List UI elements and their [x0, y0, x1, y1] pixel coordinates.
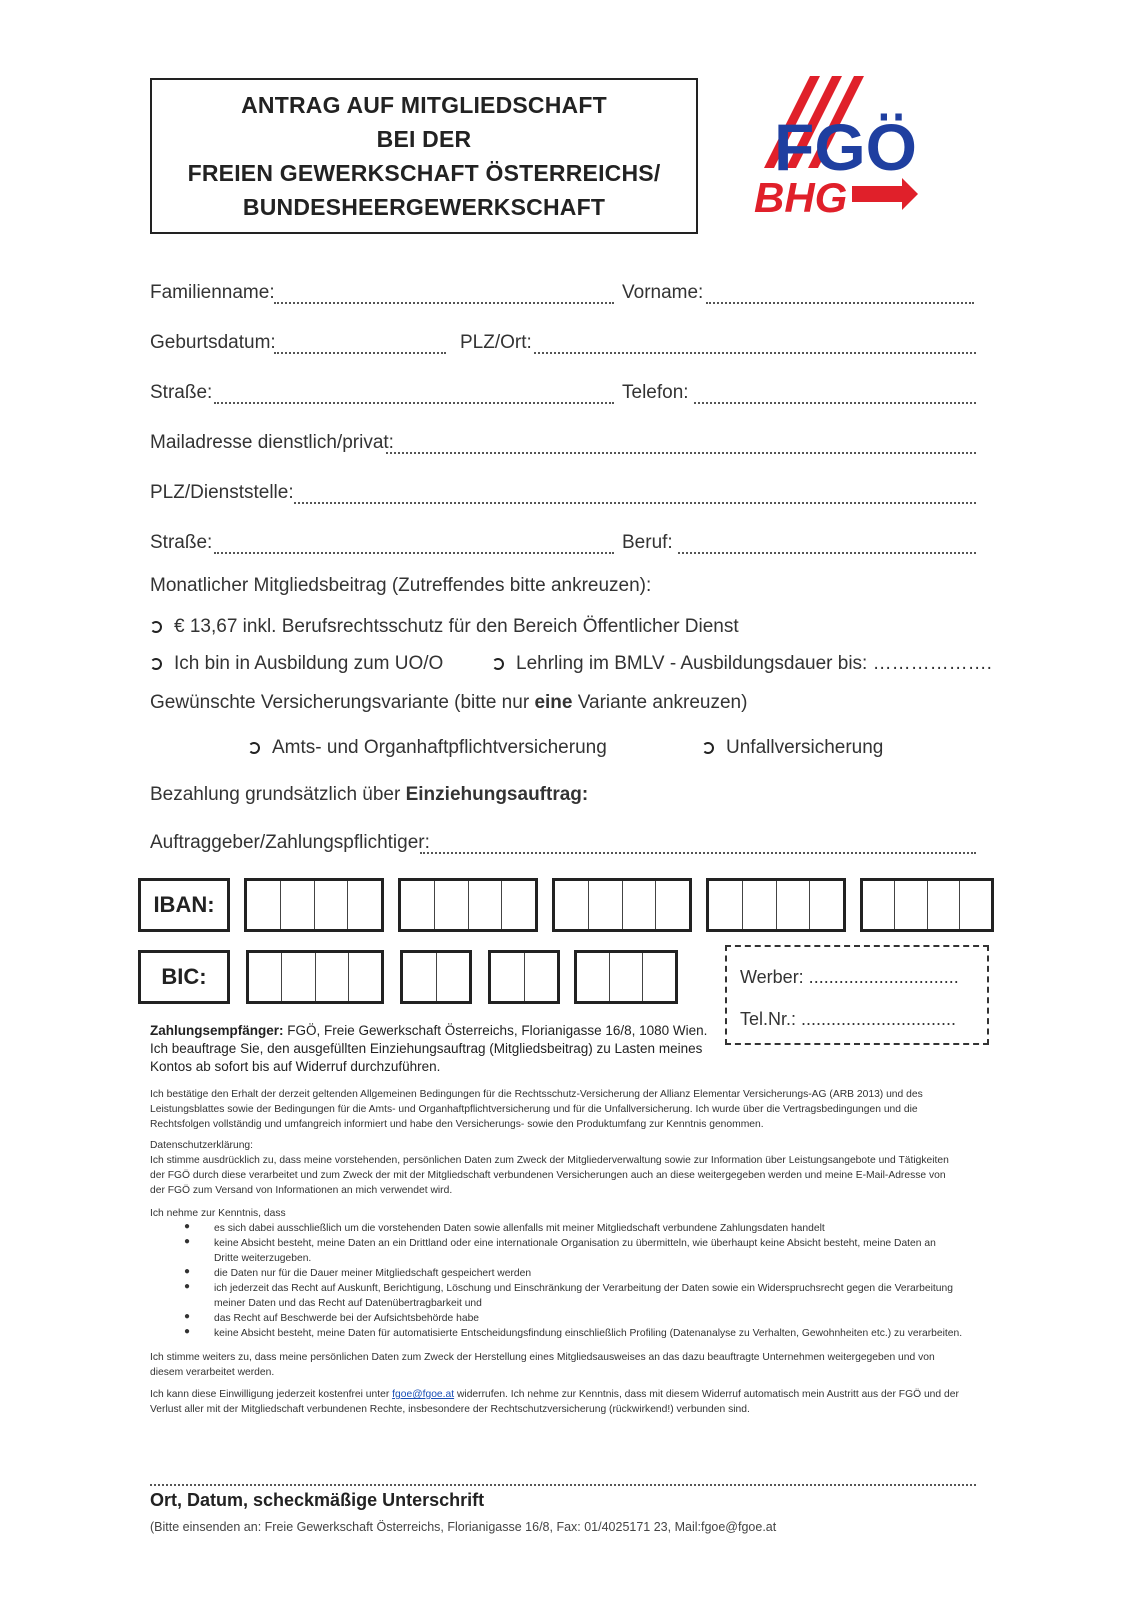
radio-circle-icon[interactable]: [150, 621, 162, 633]
radio-circle-icon[interactable]: [150, 658, 162, 670]
form-title-line-1: ANTRAG AUF MITGLIEDSCHAFT: [241, 92, 607, 118]
option-beitrag-oeffentlicher-dienst[interactable]: € 13,67 inkl. Berufsrechtsschutz für den Bereich Öffentlicher Dienst: [150, 616, 739, 638]
werber-box: [725, 945, 989, 1045]
logo-text-bhg: BHG: [754, 174, 848, 220]
bullet-item-3: die Daten nur für die Dauer meiner Mitgliedschaft gespeichert werden: [214, 1268, 532, 1279]
input-beruf[interactable]: [678, 552, 976, 554]
beitrag-heading: Monatlicher Mitgliedsbeitrag (Zutreffendes bitte ankreuzen):: [150, 575, 652, 596]
iban-group-5[interactable]: [860, 878, 994, 932]
bic-group-3[interactable]: [488, 950, 560, 1004]
label-beruf: Beruf:: [622, 532, 673, 553]
label-strasse-dienst: Straße:: [150, 532, 213, 553]
label-strasse: Straße:: [150, 382, 213, 403]
bullet-dot-icon: ●: [184, 1266, 191, 1277]
input-geburtsdatum[interactable]: [274, 352, 446, 354]
signature-label: Ort, Datum, scheckmäßige Unterschrift: [150, 1490, 485, 1510]
label-telefon: Telefon:: [622, 382, 689, 403]
bullet-item-1: es sich dabei ausschließlich um die vorstehenden Daten sowie allenfalls mit meiner Mitgliedschaft verbundene Zahlungsdaten handelt: [214, 1223, 825, 1234]
form-title-line-2: BEI DER: [376, 126, 472, 152]
option-unfallversicherung[interactable]: Unfallversicherung: [702, 737, 883, 759]
form-title-line-4: BUNDESHEERGEWERKSCHAFT: [242, 194, 606, 220]
radio-circle-icon[interactable]: [492, 658, 504, 670]
signature-line[interactable]: [150, 1484, 976, 1486]
form-title-line-3: FREIEN GEWERKSCHAFT ÖSTERREICHS/: [187, 160, 661, 186]
bullet-dot-icon: ●: [184, 1311, 191, 1322]
label-auftraggeber: Auftraggeber/Zahlungspflichtiger:: [150, 832, 430, 853]
bullet-item-2-cont: Dritte weiterzugeben.: [214, 1253, 312, 1264]
versicherung-heading: Gewünschte Versicherungsvariante (bitte nur eine Variante ankreuzen): [150, 692, 748, 713]
iban-group-4[interactable]: [706, 878, 846, 932]
input-plz-ort[interactable]: [534, 352, 976, 354]
input-telefon[interactable]: [694, 402, 976, 404]
iban-group-2[interactable]: [398, 878, 538, 932]
legal-widerruf: Ich kann diese Einwilligung jederzeit kostenfrei unter fgoe@fgoe.at widerrufen. Ich nehme zur Kenntnis, dass mit diesem Widerruf automatisch mein Austritt aus der FGÖ und der Verlust aller mit der Mitgliedschaft verbundenen Rechte, insbesondere der Rechtschutzversicherung (rückwirkend!) verbunden sind.: [150, 1389, 959, 1415]
input-mailadresse[interactable]: [386, 452, 976, 454]
bullet-item-2: keine Absicht besteht, meine Daten an ein Drittland oder eine internationale Organisation zu übermitteln, wie überhaupt keine Absicht besteht, meine Daten an: [214, 1238, 936, 1249]
label-geburtsdatum: Geburtsdatum:: [150, 332, 276, 353]
input-vorname[interactable]: [706, 302, 974, 304]
datenschutz-block: Datenschutzerklärung: Ich stimme ausdrücklich zu, dass meine vorstehenden, persönlichen Daten zum Zweck der Mitgliederverwaltung sowie zur Information über Leistungsangebote und Tätigkeiten der FGÖ durch diese verarbeitet und zum Zweck der mit der Mitgliedschaft verbundenen Versicherungen auch an diese weitergegeben werden und meine E-Mail-Adresse von der FGÖ zum Versand von Informationen an mich verwendet wird.: [150, 1140, 949, 1196]
input-familienname[interactable]: [274, 302, 614, 304]
bullet-item-5: das Recht auf Beschwerde bei der Aufsichtsbehörde habe: [214, 1313, 480, 1324]
bullet-dot-icon: ●: [184, 1221, 191, 1232]
label-familienname: Familienname:: [150, 282, 275, 303]
input-plz-dienststelle[interactable]: [294, 502, 976, 504]
label-plz-dienststelle: PLZ/Dienststelle:: [150, 482, 294, 503]
bezahlung-text: Bezahlung grundsätzlich über Einziehungsauftrag:: [150, 784, 589, 805]
bullet-item-6: keine Absicht besteht, meine Daten für automatisierte Entscheidungsfindung einschließlich Profiling (Datenanalyse zu Verhalten, Gewohnheiten etc.) zu verarbeiten.: [214, 1328, 963, 1339]
bullet-dot-icon: ●: [184, 1326, 191, 1337]
form-title-box: [150, 78, 698, 234]
radio-circle-icon[interactable]: [702, 742, 714, 754]
input-auftraggeber[interactable]: [420, 852, 976, 854]
input-strasse-dienst[interactable]: [214, 552, 614, 554]
option-ausbildung-uo[interactable]: Ich bin in Ausbildung zum UO/O: [150, 653, 443, 675]
bullet-dot-icon: ●: [184, 1236, 191, 1247]
label-mailadresse: Mailadresse dienstlich/privat:: [150, 432, 394, 453]
zahlungsempfaenger-block: Zahlungsempfänger: FGÖ, Freie Gewerkschaft Österreichs, Florianigasse 16/8, 1080 Wien. Ich beauftrage Sie, den ausgefüllten Einziehungsauftrag (Mitgliedsbeitrag) zu Lasten meines Kontos ab sofort bis auf Widerruf durchzuführen.: [150, 1023, 708, 1074]
legal-bedingungen: Ich bestätige den Erhalt der derzeit geltenden Allgemeinen Bedingungen für die Rechtsschutz-Versicherung der Allianz Elementar Versicherungs-AG (ARB 2013) und des Leistungsblattes sowie der Bedingungen für die Amts- und Organhaftpflichtversicherung und für die Unfallversicherung. Ich wurde über die Vertragsbedingungen und die Rechtsfolgen vollständig und umfangreich informiert und habe den Versicherungs- sowie den Produktumfang zur Kenntnis genommen.: [150, 1089, 923, 1130]
werber-field[interactable]: Werber: ..............................: [740, 967, 959, 987]
bullet-item-4: ich jederzeit das Recht auf Auskunft, Berichtigung, Löschung und Einschränkung der Verarbeitung der Daten sowie ein Widerspruchsrecht gegen die Verarbeitung: [214, 1283, 953, 1294]
label-plz-ort: PLZ/Ort:: [460, 332, 532, 353]
iban-label: IBAN:: [138, 878, 230, 932]
bullet-item-4-cont: meiner Daten und das Recht auf Datenübertragbarkeit und: [214, 1298, 482, 1309]
email-link[interactable]: fgoe@fgoe.at: [392, 1389, 455, 1400]
footer-address: (Bitte einsenden an: Freie Gewerkschaft Österreichs, Florianigasse 16/8, Fax: 01/4025171 23, Mail:fgoe@fgoe.at: [150, 1520, 777, 1534]
iban-group-3[interactable]: [552, 878, 692, 932]
iban-group-1[interactable]: [244, 878, 384, 932]
radio-circle-icon[interactable]: [248, 742, 260, 754]
logo-text-fgoe: FGÖ: [774, 110, 917, 184]
bullet-dot-icon: ●: [184, 1281, 191, 1292]
bic-group-1[interactable]: [246, 950, 384, 1004]
legal-ausweis: Ich stimme weiters zu, dass meine persönlichen Daten zum Zweck der Herstellung eines Mitgliedsausweises an das dazu beauftragte Unternehmen weitergegeben und von diesem verarbeitet werden.: [150, 1352, 935, 1378]
kenntnis-heading: Ich nehme zur Kenntnis, dass: [150, 1208, 286, 1219]
bic-group-4[interactable]: [574, 950, 678, 1004]
bic-label: BIC:: [138, 950, 230, 1004]
fgoe-bhg-logo: [752, 70, 962, 220]
tel-nr-field[interactable]: Tel.Nr.: ...............................: [740, 1009, 957, 1029]
label-vorname: Vorname:: [622, 282, 704, 303]
option-lehrling-bmlv[interactable]: Lehrling im BMLV - Ausbildungsdauer bis: ……………….: [492, 653, 992, 675]
input-strasse[interactable]: [214, 402, 614, 404]
option-amts-organhaftpflicht[interactable]: Amts- und Organhaftpflichtversicherung: [248, 737, 607, 759]
bic-group-2[interactable]: [400, 950, 472, 1004]
